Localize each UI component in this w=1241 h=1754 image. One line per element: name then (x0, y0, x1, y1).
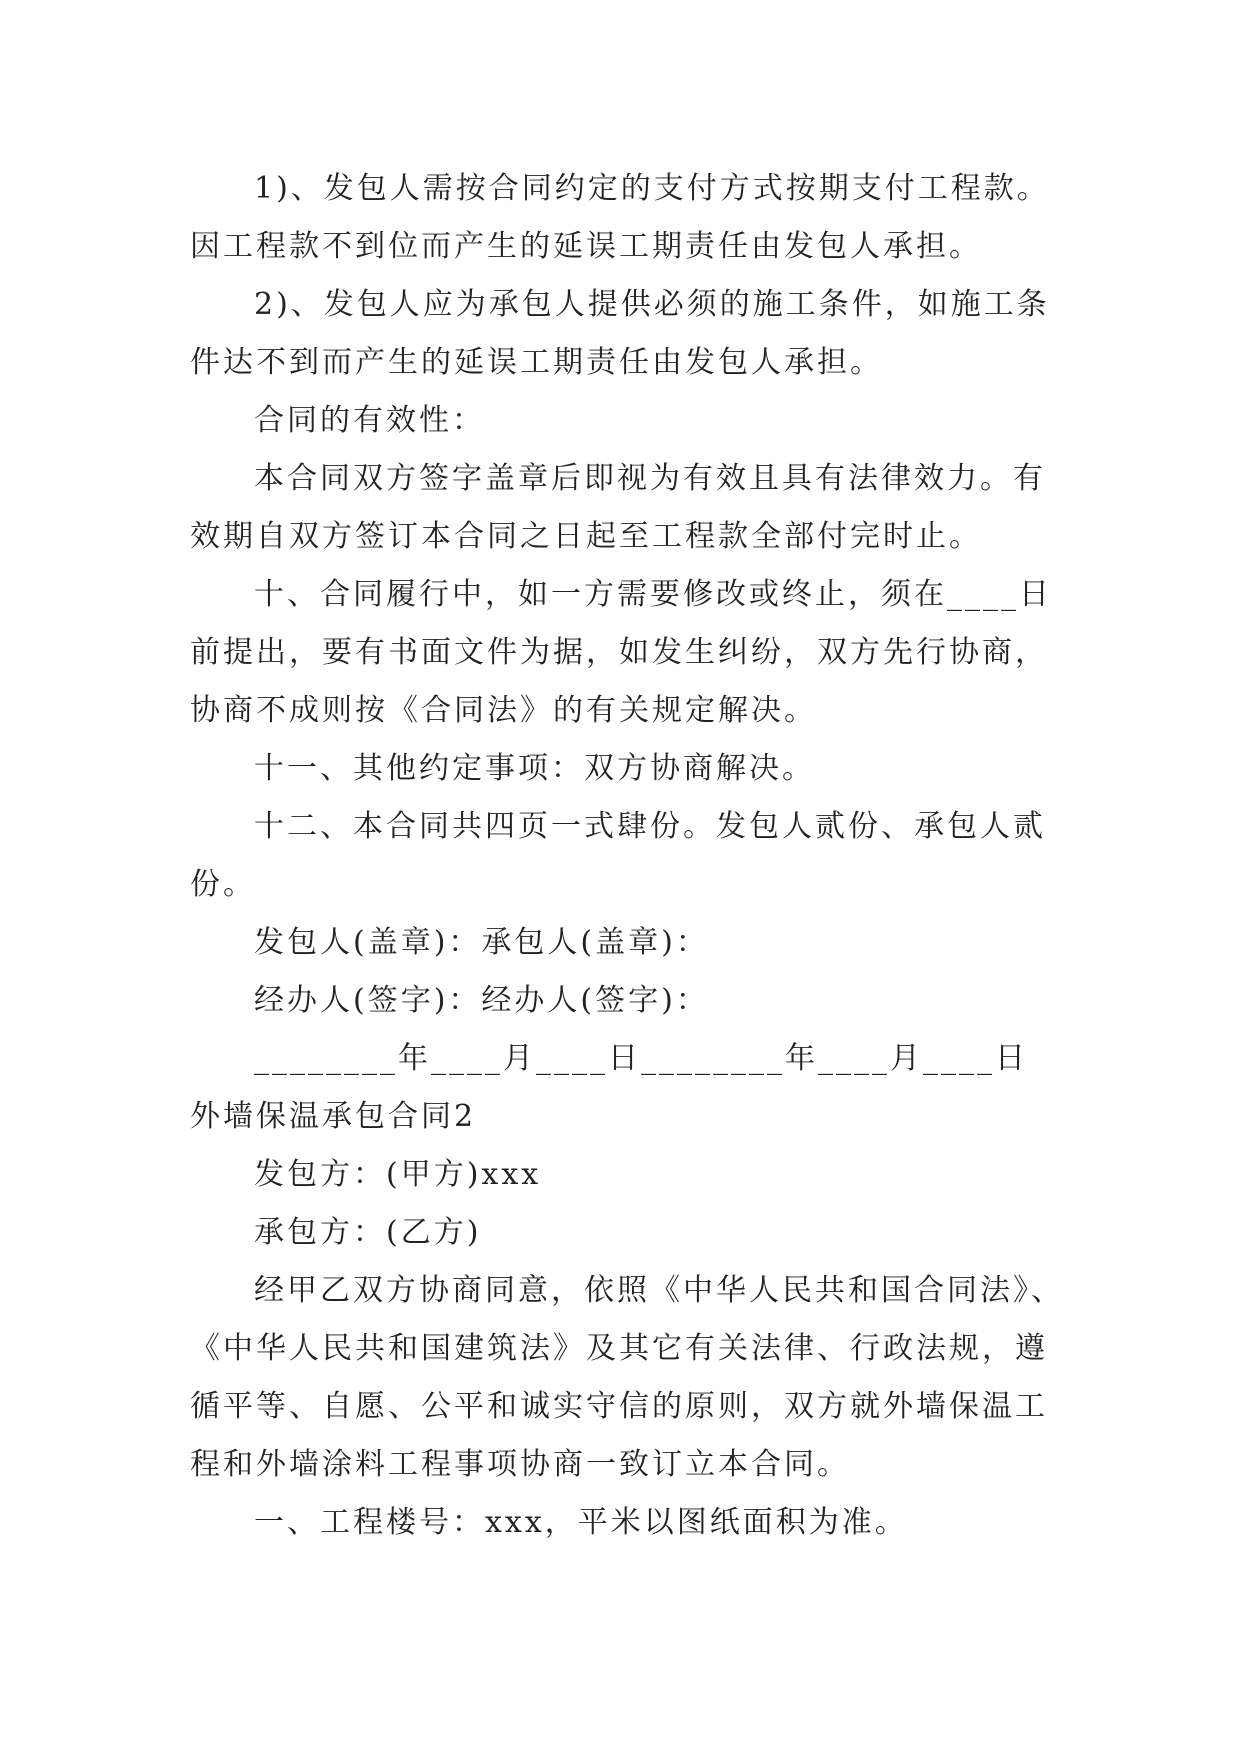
clause-line: 十二、本合同共四页一式肆份。发包人贰份、承包人贰 (254, 809, 1046, 844)
paragraph-line: 循平等、自愿、公平和诚实守信的原则，双方就外墙保温工 (190, 1389, 1048, 1424)
contract-title: 外墙保温承包合同2 (190, 1099, 477, 1134)
signature-line: 经办人(签字)：经办人(签字)： (254, 983, 709, 1018)
date-line: ________年____月____日________年____月____日 (254, 1041, 1028, 1076)
signature-line: 发包人(盖章)：承包人(盖章)： (254, 925, 709, 960)
party-line: 发包方：(甲方)xxx (254, 1157, 542, 1192)
paragraph-line: 经甲乙双方协商同意，依照《中华人民共和国合同法》、 (254, 1273, 1064, 1308)
clause-line: 一、工程楼号：xxx，平米以图纸面积为准。 (254, 1505, 908, 1540)
party-line: 承包方：(乙方) (254, 1215, 482, 1250)
clause-line: 前提出，要有书面文件为据，如发生纠纷，双方先行协商， (190, 635, 1048, 670)
clause-line: 十一、其他约定事项：双方协商解决。 (254, 751, 815, 786)
clause-line: 份。 (190, 867, 256, 902)
clause-line: 十、合同履行中，如一方需要修改或终止，须在____日 (254, 577, 1052, 612)
paragraph-line: 件达不到而产生的延误工期责任由发包人承担。 (190, 345, 883, 380)
paragraph-line: 《中华人民共和国建筑法》及其它有关法律、行政法规，遵 (190, 1331, 1048, 1366)
section-heading: 合同的有效性： (254, 403, 485, 438)
paragraph-line: 1)、发包人需按合同约定的支付方式按期支付工程款。 (254, 171, 1050, 206)
paragraph-line: 因工程款不到位而产生的延误工期责任由发包人承担。 (190, 229, 982, 264)
document-body (190, 160, 1090, 1552)
paragraph-line: 本合同双方签字盖章后即视为有效且具有法律效力。有 (254, 461, 1046, 496)
clause-line: 协商不成则按《合同法》的有关规定解决。 (190, 693, 817, 728)
paragraph-line: 效期自双方签订本合同之日起至工程款全部付完时止。 (190, 519, 982, 554)
paragraph-line: 程和外墙涂料工程事项协商一致订立本合同。 (190, 1447, 850, 1482)
paragraph-line: 2)、发包人应为承包人提供必须的施工条件，如施工条 (254, 287, 1050, 322)
